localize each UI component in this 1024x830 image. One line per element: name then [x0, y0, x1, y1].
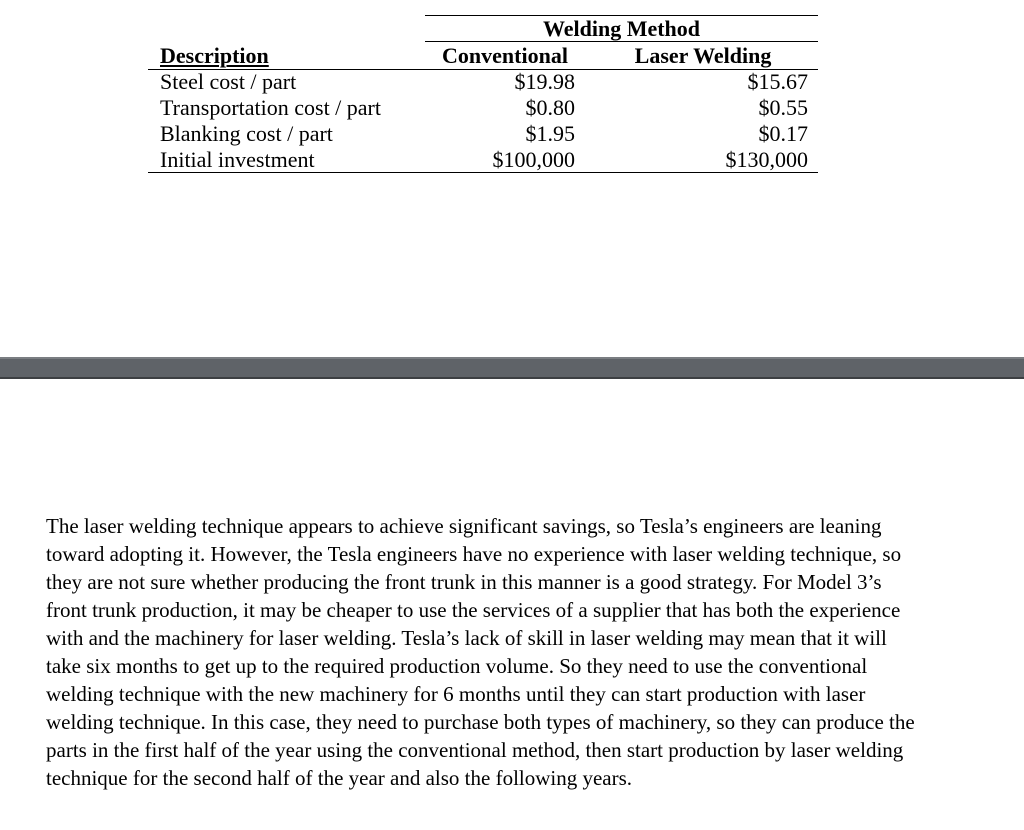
- column-header-laser-welding: Laser Welding: [634, 43, 772, 68]
- table-cell-conventional: $1.95: [525, 121, 575, 146]
- table-cell-laser: $130,000: [725, 147, 808, 172]
- column-header-conventional: Conventional: [442, 43, 568, 68]
- cost-comparison-table: [0, 0, 1024, 180]
- table-row-description: Transportation cost / part: [160, 95, 381, 120]
- column-header-description: Description: [160, 43, 269, 68]
- group-header-welding-method: Welding Method: [542, 16, 701, 41]
- table-cell-conventional: $0.80: [525, 95, 575, 120]
- table-row-description: Initial investment: [160, 147, 315, 172]
- table-row-description: Steel cost / part: [160, 69, 297, 94]
- table-cell-laser: $0.17: [758, 121, 808, 146]
- table-cell-laser: $0.55: [758, 95, 808, 120]
- body-paragraph: The laser welding technique appears to achieve significant savings, so Tesla’s engineers are leaning toward adopting it. However, the Tesla engineers have no experience with laser welding technique, so they are not sure whether producing the front trunk in this manner is a good strategy. For Model 3’s front trunk production, it may be cheaper to use the services of a supplier that has both the experience with and the machinery for laser welding. Tesla’s lack of skill in laser welding may mean that it will take six months to get up to the required production volume. So they need to use the conventional welding technique with the new machinery for 6 months until they can start production with laser welding technique. In this case, they need to purchase both types of machinery, so they can produce the parts in the first half of the year using the conventional method, then start production by laser welding technique for the second half of the year and also the following years.: [46, 514, 915, 790]
- table-cell-laser: $15.67: [747, 69, 808, 94]
- table-row-description: Blanking cost / part: [160, 121, 333, 146]
- page-separator-bar: [0, 357, 1024, 379]
- table-cell-conventional: $19.98: [514, 69, 575, 94]
- table-cell-conventional: $100,000: [492, 147, 575, 172]
